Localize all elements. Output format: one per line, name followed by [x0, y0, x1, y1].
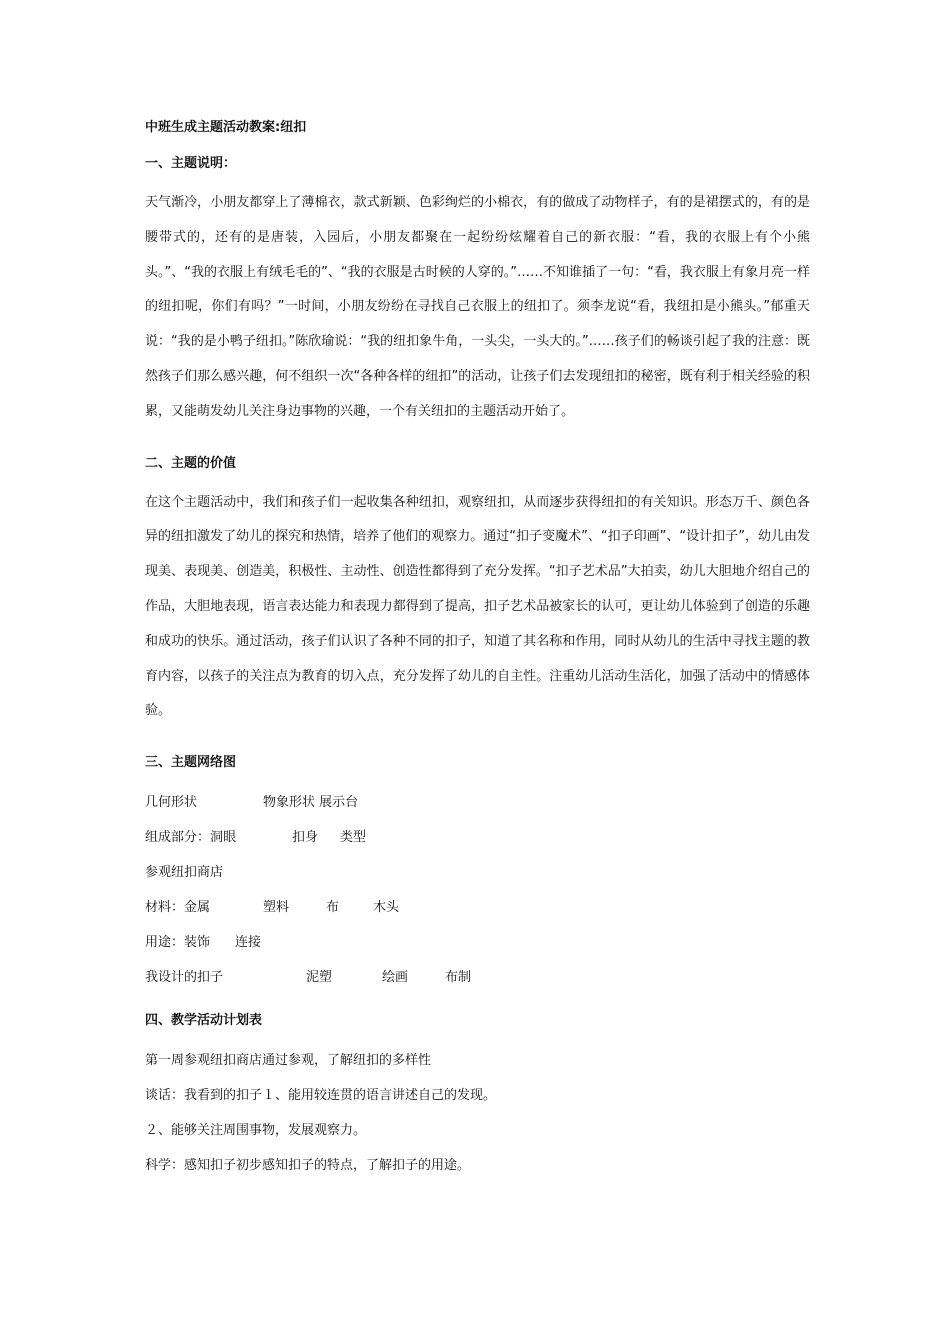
plan-line: 谈话：我看到的扣子１、能用较连贯的语言讲述自己的发现。 — [145, 1088, 497, 1104]
network-row — [145, 785, 810, 820]
document-page — [145, 118, 810, 1183]
network-row — [145, 960, 810, 995]
network-cell: 连接 — [235, 935, 262, 951]
network-cell: 类型 — [340, 830, 367, 846]
section-paragraph-theme-description: 天气渐冷，小朋友都穿上了薄棉衣，款式新颖、色彩绚烂的小棉衣，有的做成了动物样子，有的是裙摆式的，有的是腰带式的，还有的是唐装，入园后，小朋友都聚在一起纷纷炫耀着自己的新衣服：“看，我的衣服上有个小熊头。”、“我的衣服上有绒毛毛的”、“我的衣服是古时候的人穿的。”……不知谁插了一句：“看，我衣服上有象月亮一样的纽扣呢，你们有吗？”一时间，小朋友纷纷在寻找自己衣服上的纽扣了。须李龙说“看，我纽扣是小熊头。”郁重天说：“我的是小鸭子纽扣。”陈欣瑜说：“我的纽扣象牛角，一头尖，一头大的。”……孩子们的畅谈引起了我的注意：既然孩子们那么感兴趣，何不组织一次“各种各样的纽扣”的活动，让孩子们去发现纽扣的秘密，既有利于相关经验的积累，又能萌发幼儿关注身边事物的兴趣，一个有关纽扣的主题活动开始了。 — [145, 195, 810, 419]
section-heading-theme-network: 三、主题网络图 — [145, 755, 237, 771]
plan-line: 科学：感知扣子初步感知扣子的特点，了解扣子的用途。 — [145, 1158, 471, 1174]
network-cell: 泥塑 — [306, 970, 333, 986]
network-cell: 塑料 — [263, 900, 290, 916]
network-row — [145, 890, 810, 925]
plan-line: 第一周参观纽扣商店通过参观，了解纽扣的多样性 — [145, 1053, 432, 1069]
network-cell: 用途：装饰 — [145, 935, 211, 951]
network-row — [145, 925, 810, 960]
network-cell: 木头 — [373, 900, 400, 916]
section-heading-theme-value: 二、主题的价值 — [145, 455, 237, 471]
network-cell: 组成部分：洞眼 — [145, 830, 237, 846]
network-cell: 我设计的扣子 — [145, 970, 224, 986]
network-row — [145, 820, 810, 855]
network-cell: 参观纽扣商店 — [145, 865, 224, 881]
network-row — [145, 855, 810, 890]
network-cell: 布制 — [445, 970, 472, 986]
network-cell: 材料：金属 — [145, 900, 211, 916]
network-cell: 物象形状 展示台 — [263, 795, 359, 811]
network-cell: 几何形状 — [145, 795, 198, 811]
section-heading-theme-description: 一、主题说明： — [145, 156, 237, 171]
section-heading-teaching-plan: 四、教学活动计划表 — [145, 1013, 263, 1029]
plan-line: ２、能够关注周围事物，发展观察力。 — [145, 1123, 367, 1139]
document-title: 中班生成主题活动教案:纽扣 — [145, 120, 307, 135]
network-cell: 布 — [326, 900, 340, 916]
section-paragraph-theme-value: 在这个主题活动中，我们和孩子们一起收集各种纽扣，观察纽扣，从而逐步获得纽扣的有关知识。形态万千、颜色各异的纽扣激发了幼儿的探究和热情，培养了他们的观察力。通过“扣子变魔术”、“扣子印画”、“设计扣子”，幼儿由发现美、表现美、创造美，积极性、主动性、创造性都得到了充分发挥。“扣子艺术品”大拍卖，幼儿大胆地介绍自己的作品，大胆地表现，语言表达能力和表现力都得到了提高，扣子艺术品被家长的认可，更让幼儿体验到了创造的乐趣和成功的快乐。通过活动，孩子们认识了各种不同的扣子，知道了其名称和作用，同时从幼儿的生活中寻找主题的教育内容，以孩子的关注点为教育的切入点，充分发挥了幼儿的自主性。注重幼儿活动生活化，加强了活动中的情感体验。 — [145, 494, 810, 719]
network-cell: 扣身 — [292, 830, 319, 846]
network-cell: 绘画 — [382, 970, 409, 986]
